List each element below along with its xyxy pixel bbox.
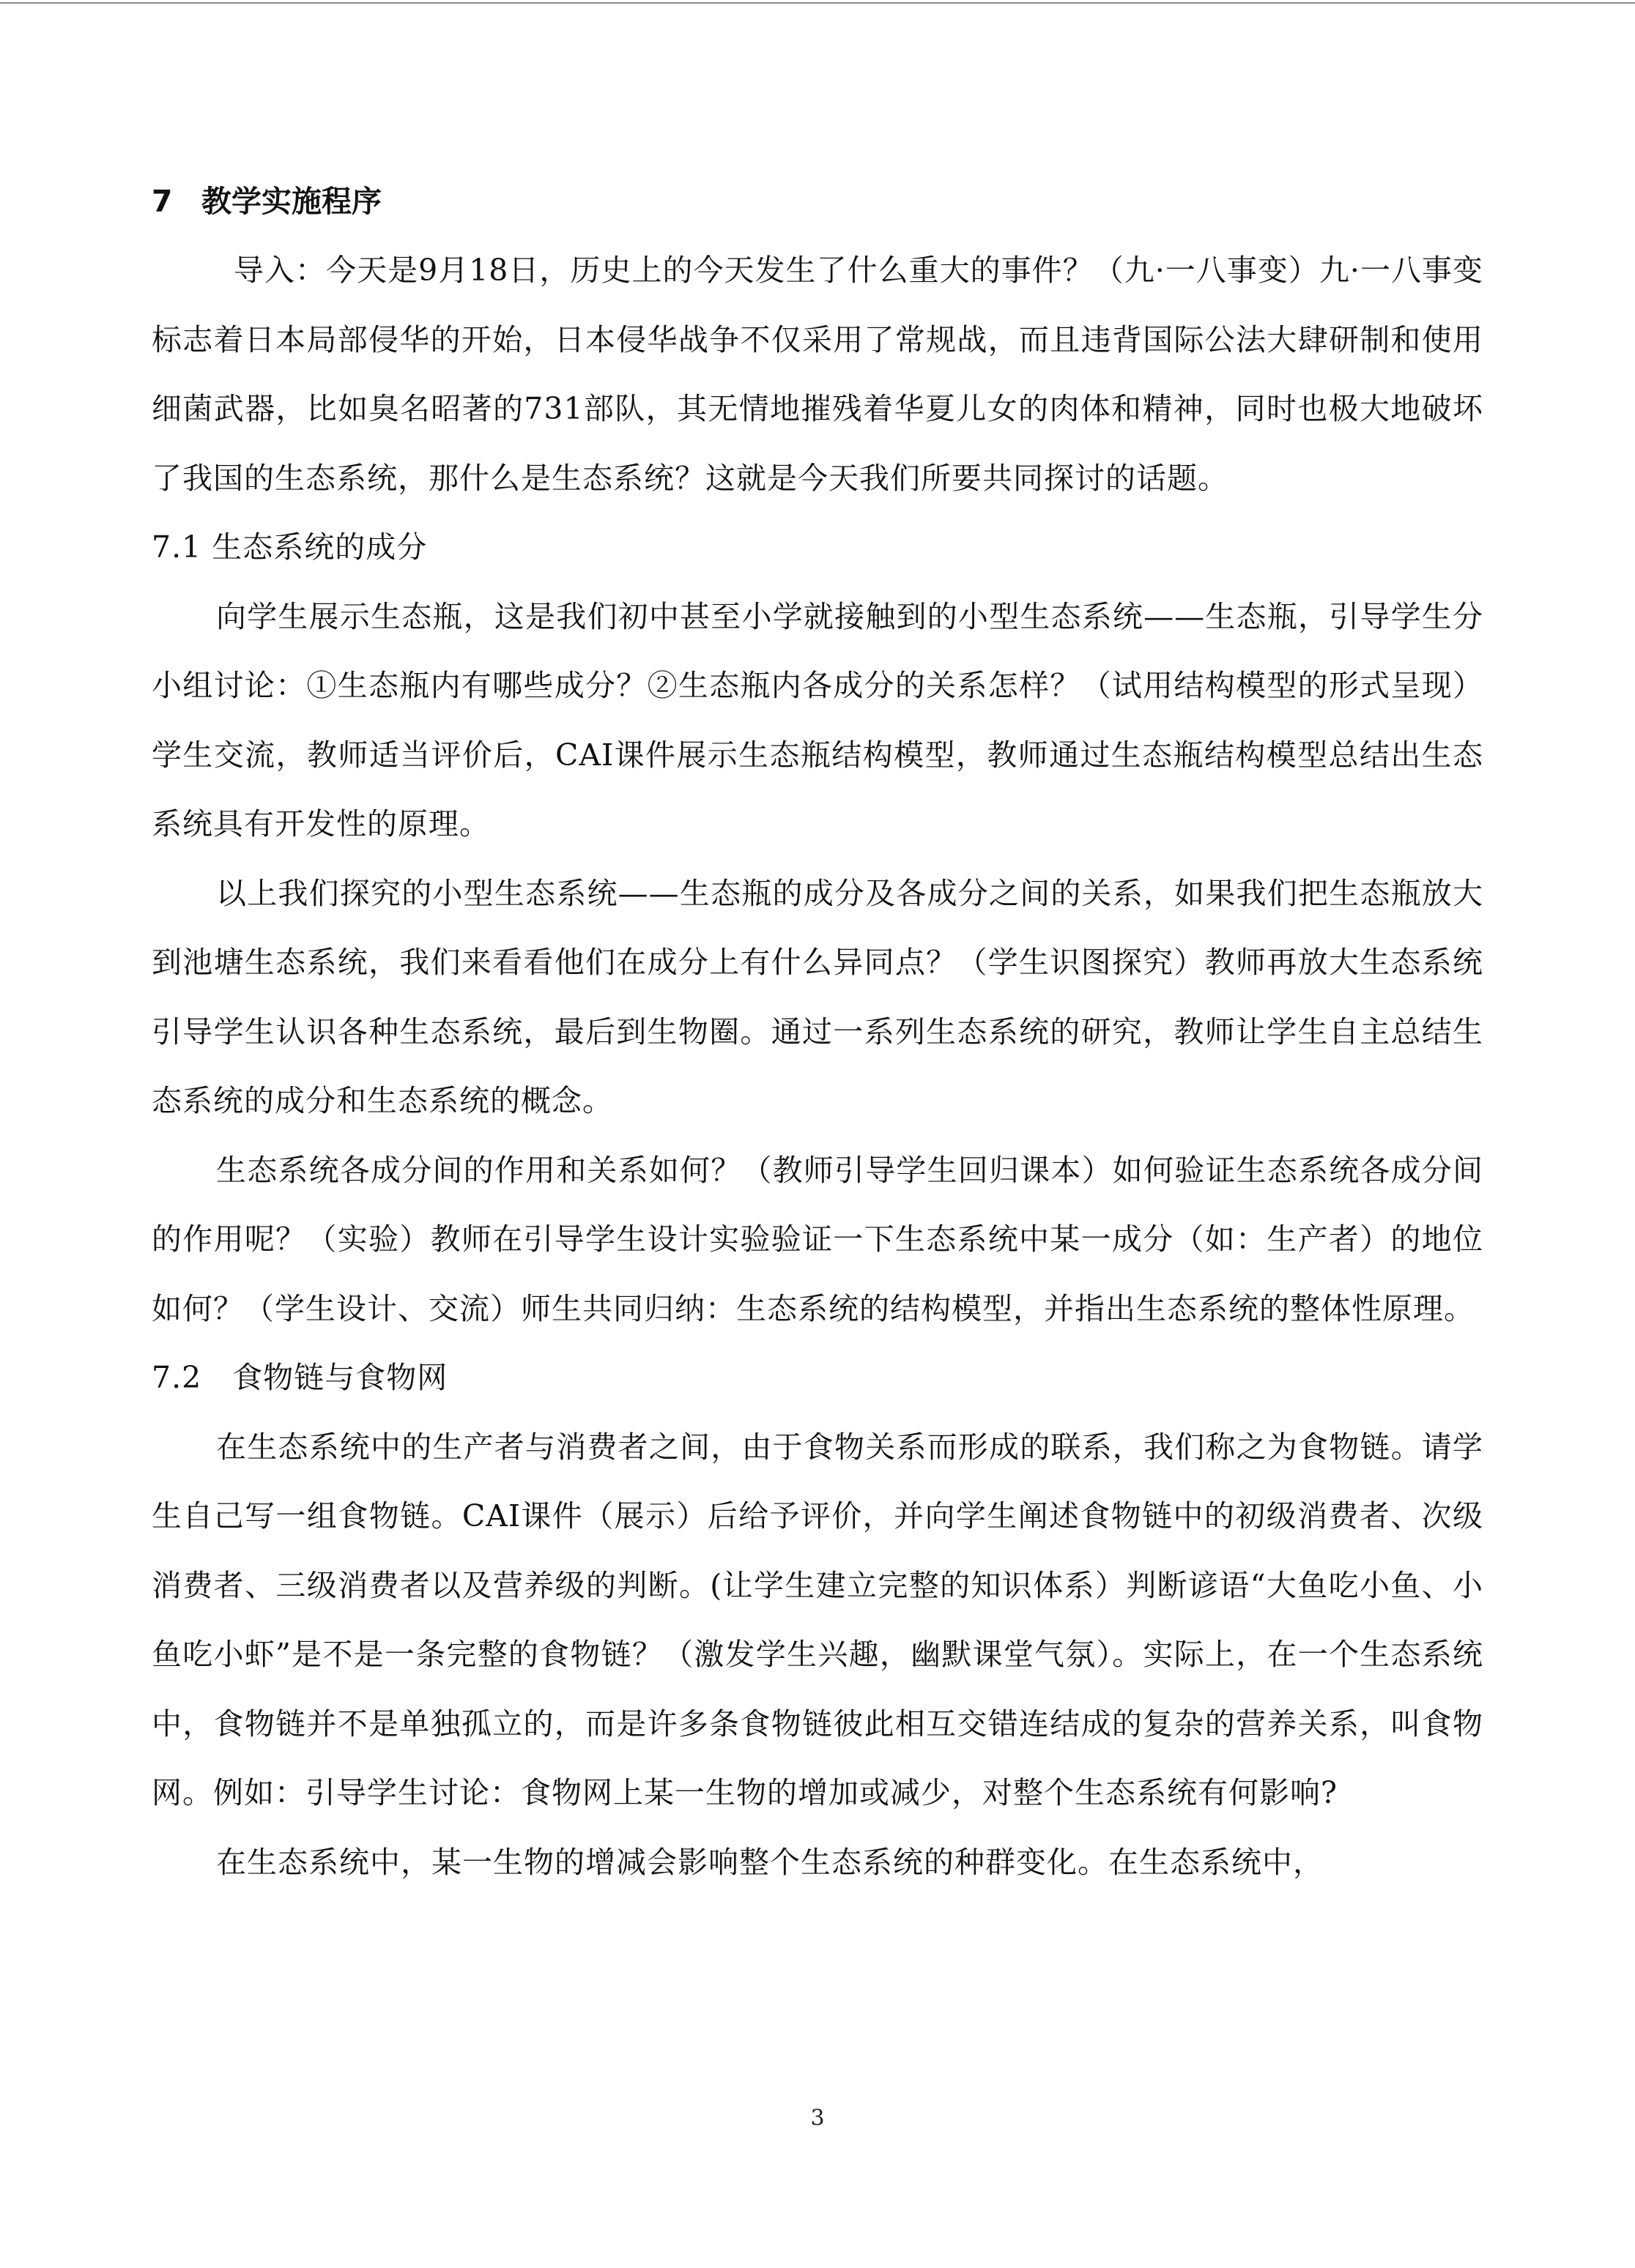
intro-paragraph: 导入：今天是9月18日，历史上的今天发生了什么重大的事件？（九·一八事变）九·一八事变标志着日本局部侵华的开始，日本侵华战争不仅采用了常规战，而且违背国际公法大肆研制和使用细菌武器，比如臭名昭著的731部队，其无情地摧残着华夏儿女的肉体和精神，同时也极大地破坏了我国的生态系统，那什么是生态系统？这就是今天我们所要共同探讨的话题。: [152, 253, 1483, 496]
section-7-1-paragraph-2: 以上我们探究的小型生态系统——生态瓶的成分及各成分之间的关系，如果我们把生态瓶放大到池塘生态系统，我们来看看他们在成分上有什么异同点？（学生识图探究）教师再放大生态系统引导学生认识各种生态系统，最后到生物圈。通过一系列生态系统的研究，教师让学生自主总结生态系统的成分和生态系统的概念。: [152, 875, 1483, 1118]
section-7-2-heading: 7.2 食物链与食物网: [152, 1360, 448, 1395]
section-7-1-heading: 7.1 生态系统的成分: [152, 529, 428, 565]
section-7-2-paragraph-2: 在生态系统中，某一生物的增减会影响整个生态系统的种群变化。在生态系统中，: [216, 1844, 1324, 1880]
section-7-heading: [152, 167, 1483, 236]
section-7-1-paragraph-1: 向学生展示生态瓶，这是我们初中甚至小学就接触到的小型生态系统——生态瓶，引导学生分小组讨论：①生态瓶内有哪些成分？②生态瓶内各成分的关系怎样？（试用结构模型的形式呈现）学生交流，教师适当评价后，CAI课件展示生态瓶结构模型，教师通过生态瓶结构模型总结出生态系统具有开发性的原理。: [152, 598, 1483, 841]
section-7-2-paragraph-1: 在生态系统中的生产者与消费者之间，由于食物关系而形成的联系，我们称之为食物链。请学生自己写一组食物链。CAI课件（展示）后给予评价，并向学生阐述食物链中的初级消费者、次级消费者、三级消费者以及营养级的判断。(让学生建立完整的知识体系）判断谚语“大鱼吃小鱼、小鱼吃小虾”是不是一条完整的食物链？（激发学生兴趣，幽默课堂气氛）。实际上，在一个生态系统中，食物链并不是单独孤立的，而是许多条食物链彼此相互交错连结成的复杂的营养关系，叫食物网。例如：引导学生讨论：食物网上某一生物的增加或减少，对整个生态系统有何影响?: [152, 1429, 1483, 1810]
section-7-title: 教学实施程序: [201, 184, 382, 219]
page-number: 3: [810, 2105, 825, 2131]
top-border-line: [0, 2, 1635, 4]
section-7-number: 7: [152, 184, 173, 219]
page-content: [152, 167, 1483, 1897]
section-7-1-paragraph-3: 生态系统各成分间的作用和关系如何？（教师引导学生回归课本）如何验证生态系统各成分间的作用呢？（实验）教师在引导学生设计实验验证一下生态系统中某一成分（如：生产者）的地位如何？（学生设计、交流）师生共同归纳：生态系统的结构模型，并指出生态系统的整体性原理。: [152, 1152, 1483, 1326]
